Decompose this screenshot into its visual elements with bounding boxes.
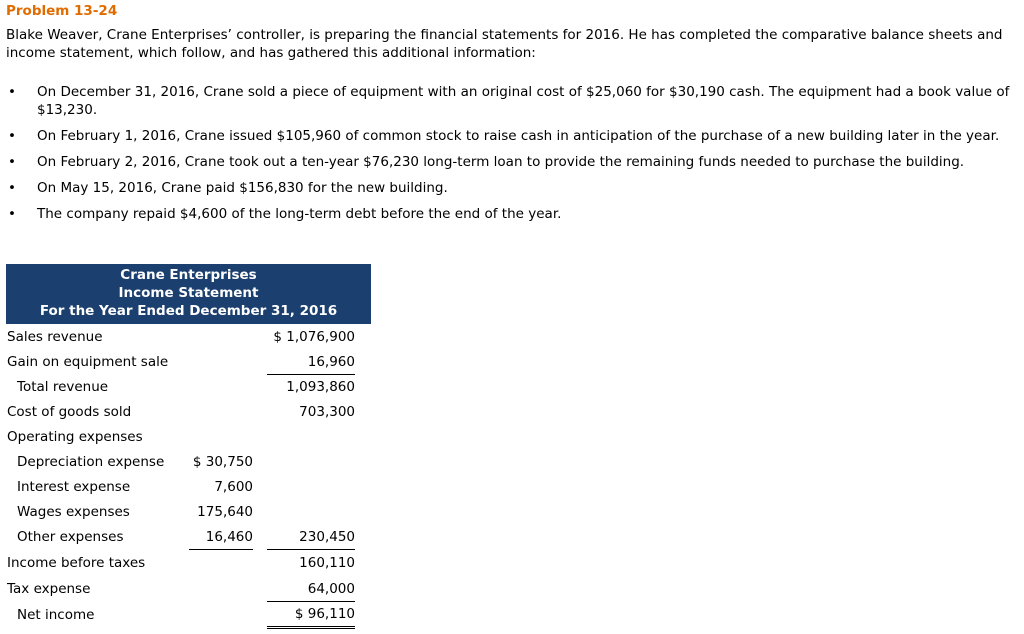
subtotal-rule xyxy=(189,549,253,550)
problem-title: Problem 13-24 xyxy=(6,3,118,19)
bullet-icon: • xyxy=(8,128,16,144)
income-statement-header xyxy=(6,264,371,324)
bullet-icon: • xyxy=(8,180,16,196)
row-total-gain-on-sale: 16,960 xyxy=(307,354,355,370)
row-label-operating-expenses: Operating expenses xyxy=(7,429,143,445)
row-label-total-revenue: Total revenue xyxy=(17,379,109,395)
subtotal-rule xyxy=(267,601,355,602)
row-label-other-expenses: Other expenses xyxy=(17,529,124,545)
row-amount-depreciation: $ 30,750 xyxy=(192,454,253,470)
row-label-gain-on-sale: Gain on equipment sale xyxy=(7,354,169,370)
row-total-sales-revenue: $ 1,076,900 xyxy=(273,329,355,345)
row-total-income-before-taxes: 160,110 xyxy=(299,555,355,571)
subtotal-rule xyxy=(267,374,355,375)
info-bullet: • On December 31, 2016, Crane sold a piece of equipment with an original cost of $25,060 for $30,190 cash. The equipment had a book value of $13,230. xyxy=(8,84,1010,118)
row-label-cogs: Cost of goods sold xyxy=(7,404,132,420)
statement-period: For the Year Ended December 31, 2016 xyxy=(39,303,338,319)
row-label-income-before-taxes: Income before taxes xyxy=(7,555,146,571)
bullet-icon: • xyxy=(8,206,16,222)
statement-name: Income Statement xyxy=(118,285,259,301)
info-bullet-list xyxy=(0,83,1020,231)
info-bullet: • On February 1, 2016, Crane issued $105,960 of common stock to raise cash in anticipation of the purchase of a new building later in the year. xyxy=(8,128,1000,144)
statement-company: Crane Enterprises xyxy=(120,267,257,283)
subtotal-rule xyxy=(267,549,355,550)
grand-total-double-rule xyxy=(267,626,355,629)
bullet-icon: • xyxy=(8,84,16,100)
info-bullet: • On May 15, 2016, Crane paid $156,830 for the new building. xyxy=(8,180,448,196)
problem-intro: Blake Weaver, Crane Enterprises’ controller, is preparing the financial statements for 2016. He has completed the comparative balance sheets and income statement, which follow, and has gathered this additional information: xyxy=(6,27,1003,61)
row-total-total-revenue: 1,093,860 xyxy=(286,379,355,395)
row-label-tax-expense: Tax expense xyxy=(7,581,91,597)
row-total-tax-expense: 64,000 xyxy=(307,581,355,597)
row-amount-interest: 7,600 xyxy=(214,479,253,495)
row-label-sales-revenue: Sales revenue xyxy=(7,329,103,345)
row-amount-wages: 175,640 xyxy=(197,504,253,520)
row-label-depreciation: Depreciation expense xyxy=(17,454,165,470)
row-label-interest: Interest expense xyxy=(17,479,131,495)
bullet-icon: • xyxy=(8,154,16,170)
info-bullet: • The company repaid $4,600 of the long-term debt before the end of the year. xyxy=(8,206,562,222)
row-label-wages: Wages expenses xyxy=(17,504,130,520)
row-total-cogs: 703,300 xyxy=(299,404,355,420)
row-label-net-income: Net income xyxy=(17,607,95,623)
row-amount-other-expenses: 16,460 xyxy=(205,529,253,545)
row-total-net-income: $ 96,110 xyxy=(294,606,355,622)
row-total-other-expenses: 230,450 xyxy=(299,529,355,545)
info-bullet: • On February 2, 2016, Crane took out a ten-year $76,230 long-term loan to provide the remaining funds needed to purchase the building. xyxy=(8,154,965,170)
